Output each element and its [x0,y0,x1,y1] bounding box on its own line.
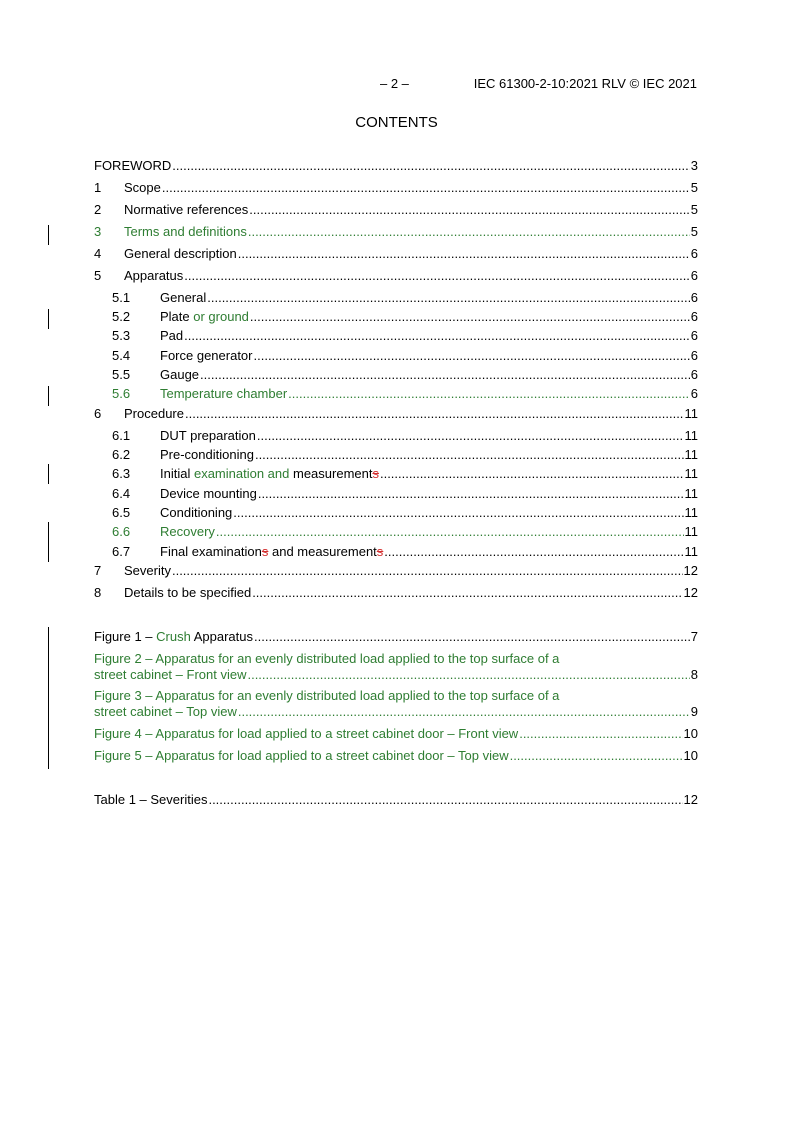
toc-label: Initial [160,466,194,481]
toc-number: 2 [94,202,102,217]
toc-label: Plate [160,309,190,324]
change-bar [48,464,49,484]
toc-page: 11 [684,406,698,421]
change-bar [48,225,49,245]
toc-page: 11 [684,505,698,520]
leader-dots [288,386,690,402]
leader-dots [519,726,682,742]
toc-label-added: or ground [189,309,249,324]
toc-label: Gauge [160,367,200,382]
toc-entry-temperature-chamber[interactable] [94,386,698,402]
leader-dots [238,704,690,720]
toc-label: Device mounting [160,486,257,501]
figure-page: 7 [690,629,698,644]
toc-page: 6 [690,290,698,305]
toc-label: Terms and definitions [124,224,247,239]
toc-page: 11 [684,486,698,501]
toc-label: General [160,290,207,305]
toc-number: 5.5 [112,367,131,382]
toc-label: FOREWORD [94,158,172,173]
leader-dots [510,748,683,764]
change-bar [48,386,49,406]
toc-entry-dut-preparation[interactable] [94,428,698,444]
toc-page: 5 [690,224,698,239]
toc-number: 7 [94,563,102,578]
toc-label: Details to be specified [124,585,252,600]
toc-number: 5.3 [112,328,131,343]
toc-label: measurement [289,466,373,481]
leader-dots [185,406,684,422]
figure-label: street cabinet – Front view [94,667,247,682]
toc-page: 6 [690,268,698,283]
document-reference: IEC 61300-2-10:2021 RLV © IEC 2021 [473,76,697,91]
figure-label: Figure 2 – Apparatus for an evenly distributed load applied to the top surface of a [94,651,560,666]
leader-dots [247,667,689,683]
leader-dots [184,328,690,344]
toc-entry-force-generator[interactable] [94,348,698,364]
toc-number: 6.4 [112,486,131,501]
figure-label: Figure 3 – Apparatus for an evenly distributed load applied to the top surface of a [94,688,560,703]
toc-page: 11 [684,447,698,462]
list-of-figures-entry-1[interactable] [94,629,698,645]
leader-dots [249,202,689,218]
toc-page: 6 [690,367,698,382]
toc-entry-general-description[interactable] [94,246,698,262]
change-bar [48,309,49,329]
figure-page: 10 [683,726,698,741]
list-of-figures-entry-2[interactable] [94,651,698,683]
figure-label: street cabinet – Top view [94,704,237,719]
change-bar [48,627,49,769]
leader-dots [252,585,682,601]
leader-dots [238,246,690,262]
table-page: 12 [683,792,698,807]
toc-number: 6.1 [112,428,131,443]
leader-dots [248,224,690,240]
toc-page: 11 [684,524,698,539]
leader-dots [257,428,684,444]
toc-entry-severity[interactable] [94,563,698,579]
toc-number: 6.6 [112,524,131,539]
leader-dots [208,792,682,808]
figure-label: Figure 4 – Apparatus for load applied to a street cabinet door – Front view [94,726,519,741]
toc-number: 4 [94,246,102,261]
figure-label-added: Crush [156,629,191,644]
toc-number: 6.7 [112,544,131,559]
toc-number: 6.3 [112,466,131,481]
toc-label: Conditioning [160,505,233,520]
toc-label: Procedure [124,406,184,421]
toc-entry-foreword[interactable] [94,158,698,174]
leader-dots [255,447,684,463]
toc-entry-pre-conditioning[interactable] [94,447,698,463]
toc-label: and measurement [268,544,377,559]
toc-entry-gauge[interactable] [94,367,698,383]
toc-label: Pad [160,328,184,343]
page-number: – 2 – [380,76,409,91]
leader-dots [254,629,690,645]
toc-number: 5.6 [112,386,131,401]
toc-entry-initial-measurement[interactable] [94,466,698,482]
toc-label: Temperature chamber [160,386,288,401]
toc-label: Normative references [124,202,249,217]
toc-page: 3 [690,158,698,173]
toc-label: Final examination [160,544,262,559]
toc-number: 3 [94,224,102,239]
toc-label-added: examination and [193,466,290,481]
toc-page: 11 [684,428,698,443]
figure-label: Apparatus [190,629,253,644]
leader-dots [250,309,690,325]
toc-label: Pre-conditioning [160,447,254,462]
toc-label: Apparatus [124,268,184,283]
leader-dots [162,180,690,196]
toc-entry-device-mounting[interactable] [94,486,698,502]
leader-dots [207,290,690,306]
toc-entry-plate[interactable] [94,309,698,325]
leader-dots [380,466,684,482]
page-title: CONTENTS [355,114,438,131]
toc-label-deleted: s [372,466,379,481]
figure-label: Figure 5 – Apparatus for load applied to a street cabinet door – Top view [94,748,509,763]
leader-dots [172,563,683,579]
toc-page: 12 [683,585,698,600]
figure-page: 8 [690,667,698,682]
toc-label-deleted: s [376,544,384,559]
toc-entry-apparatus[interactable] [94,268,698,284]
toc-entry-normative-references[interactable] [94,202,698,218]
toc-page: 11 [684,466,698,481]
figure-label: Figure 1 – [94,629,157,644]
toc-entry-conditioning[interactable] [94,505,698,521]
leader-dots [384,544,683,560]
leader-dots [258,486,684,502]
toc-entry-final-examination[interactable] [94,544,698,560]
toc-page: 6 [690,328,698,343]
toc-number: 5.2 [112,309,131,324]
toc-entry-details-to-be-specified[interactable] [94,585,698,601]
toc-number: 5.1 [112,290,131,305]
toc-entry-scope[interactable] [94,180,698,196]
toc-number: 6.5 [112,505,131,520]
toc-page: 5 [690,202,698,217]
toc-page: 5 [690,180,698,195]
list-of-figures-entry-4[interactable] [94,726,698,742]
toc-entry-pad[interactable] [94,328,698,344]
toc-entry-general[interactable] [94,290,698,306]
list-of-figures-entry-3[interactable] [94,688,698,720]
leader-dots [184,268,690,284]
toc-page: 6 [690,309,698,324]
toc-page: 11 [684,544,698,559]
toc-entry-terms-and-definitions[interactable] [94,224,698,240]
list-of-figures-entry-5[interactable] [94,748,698,764]
toc-page: 6 [690,348,698,363]
figure-page: 9 [690,704,698,719]
toc-number: 8 [94,585,102,600]
toc-label: General description [124,246,237,261]
toc-number: 5 [94,268,102,283]
toc-entry-recovery[interactable] [94,524,698,540]
toc-label: Severity [124,563,171,578]
change-bar [48,522,49,562]
leader-dots [200,367,690,383]
table-label: Table 1 – Severities [94,792,208,807]
toc-number: 6.2 [112,447,131,462]
toc-number: 6 [94,406,102,421]
toc-page: 6 [690,386,698,401]
toc-entry-procedure[interactable] [94,406,698,422]
toc-label-deleted: s [261,544,269,559]
leader-dots [216,524,684,540]
leader-dots [172,158,689,174]
toc-label: Force generator [160,348,253,363]
toc-page: 12 [683,563,698,578]
toc-label: Recovery [160,524,215,539]
figure-page: 10 [683,748,698,763]
toc-label: DUT preparation [160,428,256,443]
toc-number: 5.4 [112,348,131,363]
leader-dots [254,348,690,364]
list-of-tables-entry-1[interactable] [94,792,698,808]
toc-label: Scope [124,180,161,195]
toc-number: 1 [94,180,102,195]
leader-dots [233,505,683,521]
toc-page: 6 [690,246,698,261]
